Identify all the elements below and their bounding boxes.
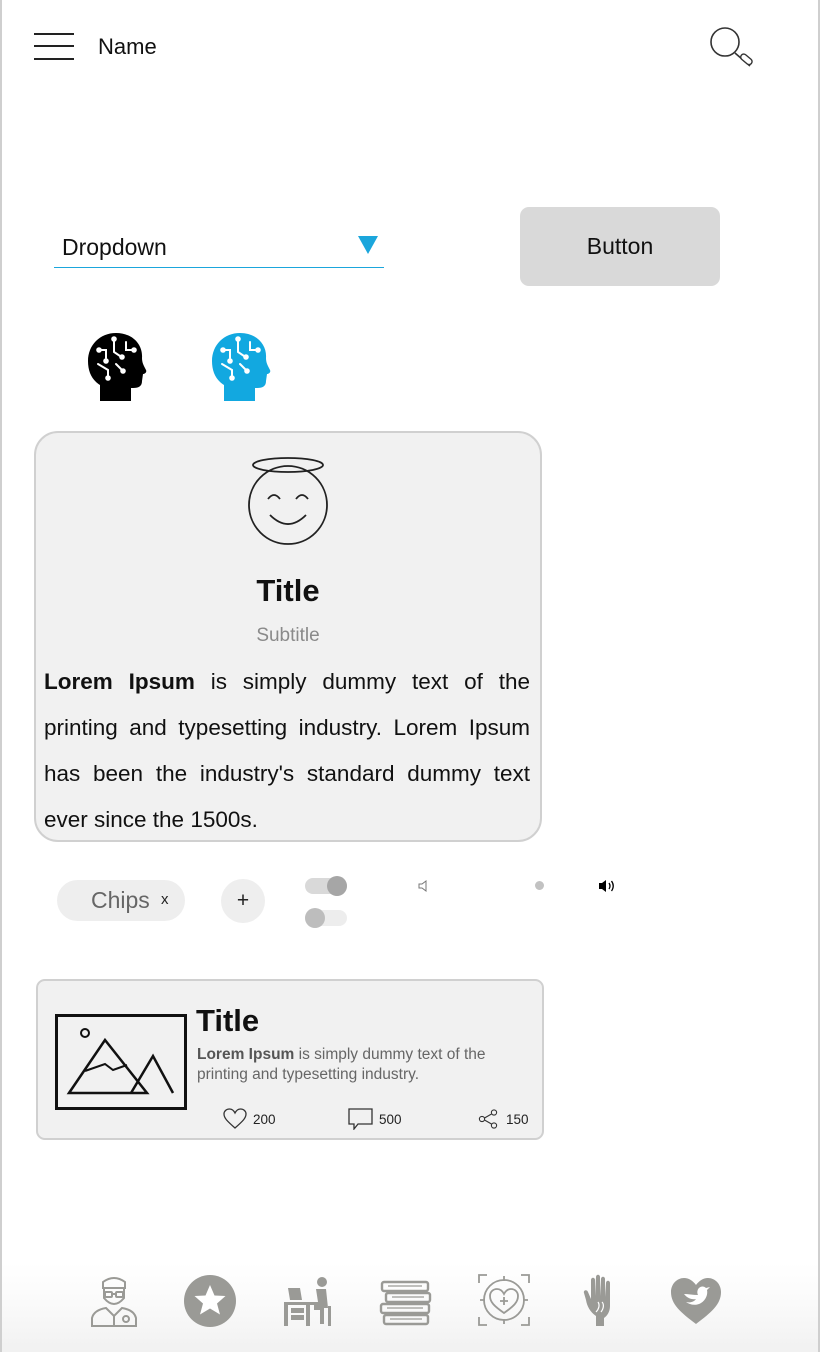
menu-icon[interactable] [34,32,74,60]
share-button[interactable] [478,1107,529,1131]
chip-remove-button[interactable]: x [161,891,169,908]
card-body-text [44,659,530,843]
card-body-rest: is simply dummy text of the printing and typesetting industry. Lorem Ipsum has been the industry's standard dummy text ever since the 1500s. [44,669,530,832]
angel-smiley-icon [246,455,332,547]
toggle-knob [327,876,347,896]
heart-icon [223,1108,247,1130]
app-title: Name [98,34,157,59]
heart-bird-icon[interactable] [668,1272,724,1328]
star-icon[interactable] [182,1272,238,1328]
student-desk-icon[interactable] [280,1272,336,1328]
heart-target-icon[interactable] [476,1272,532,1328]
search-icon[interactable] [706,24,756,70]
chevron-down-icon [358,236,378,254]
comment-count: 500 [379,1111,402,1127]
toggle-knob [305,908,325,928]
volume-slider-handle[interactable] [535,881,544,890]
doctor-avatar-icon[interactable] [86,1272,142,1328]
brain-circuit-head-icon [210,330,274,404]
like-button[interactable] [223,1107,276,1131]
chip-label: Chips [91,887,150,913]
primary-button[interactable]: Button [520,207,720,286]
image-placeholder-icon [55,1014,187,1110]
comment-icon [348,1108,373,1130]
dropdown-select[interactable] [54,228,384,268]
chip[interactable] [57,880,185,921]
volume-low-icon[interactable] [417,879,431,898]
hand-icon[interactable] [574,1272,630,1328]
share-count: 150 [506,1111,529,1127]
comment-button[interactable] [348,1107,402,1131]
post-title: Title [196,1003,260,1038]
card-title: Title [256,573,320,608]
dropdown-label: Dropdown [62,234,167,260]
books-icon[interactable] [378,1272,434,1328]
post-body-text [197,1045,517,1085]
card-subtitle: Subtitle [256,625,320,646]
post-body-bold: Lorem Ipsum [197,1046,295,1063]
volume-high-icon[interactable] [598,878,618,899]
card-body-bold: Lorem Ipsum [44,669,195,694]
add-chip-button[interactable]: + [221,879,265,923]
post-card [36,979,544,1140]
brain-circuit-head-icon [86,330,150,404]
share-icon [478,1109,500,1129]
like-count: 200 [253,1111,276,1127]
post-body-rest: is simply dummy text of the printing and typesetting industry. [197,1046,486,1083]
frame-border-left [0,0,2,1352]
profile-card [34,431,542,842]
toggle-switch-off[interactable] [305,910,347,926]
toggle-switch-on[interactable] [305,878,347,894]
